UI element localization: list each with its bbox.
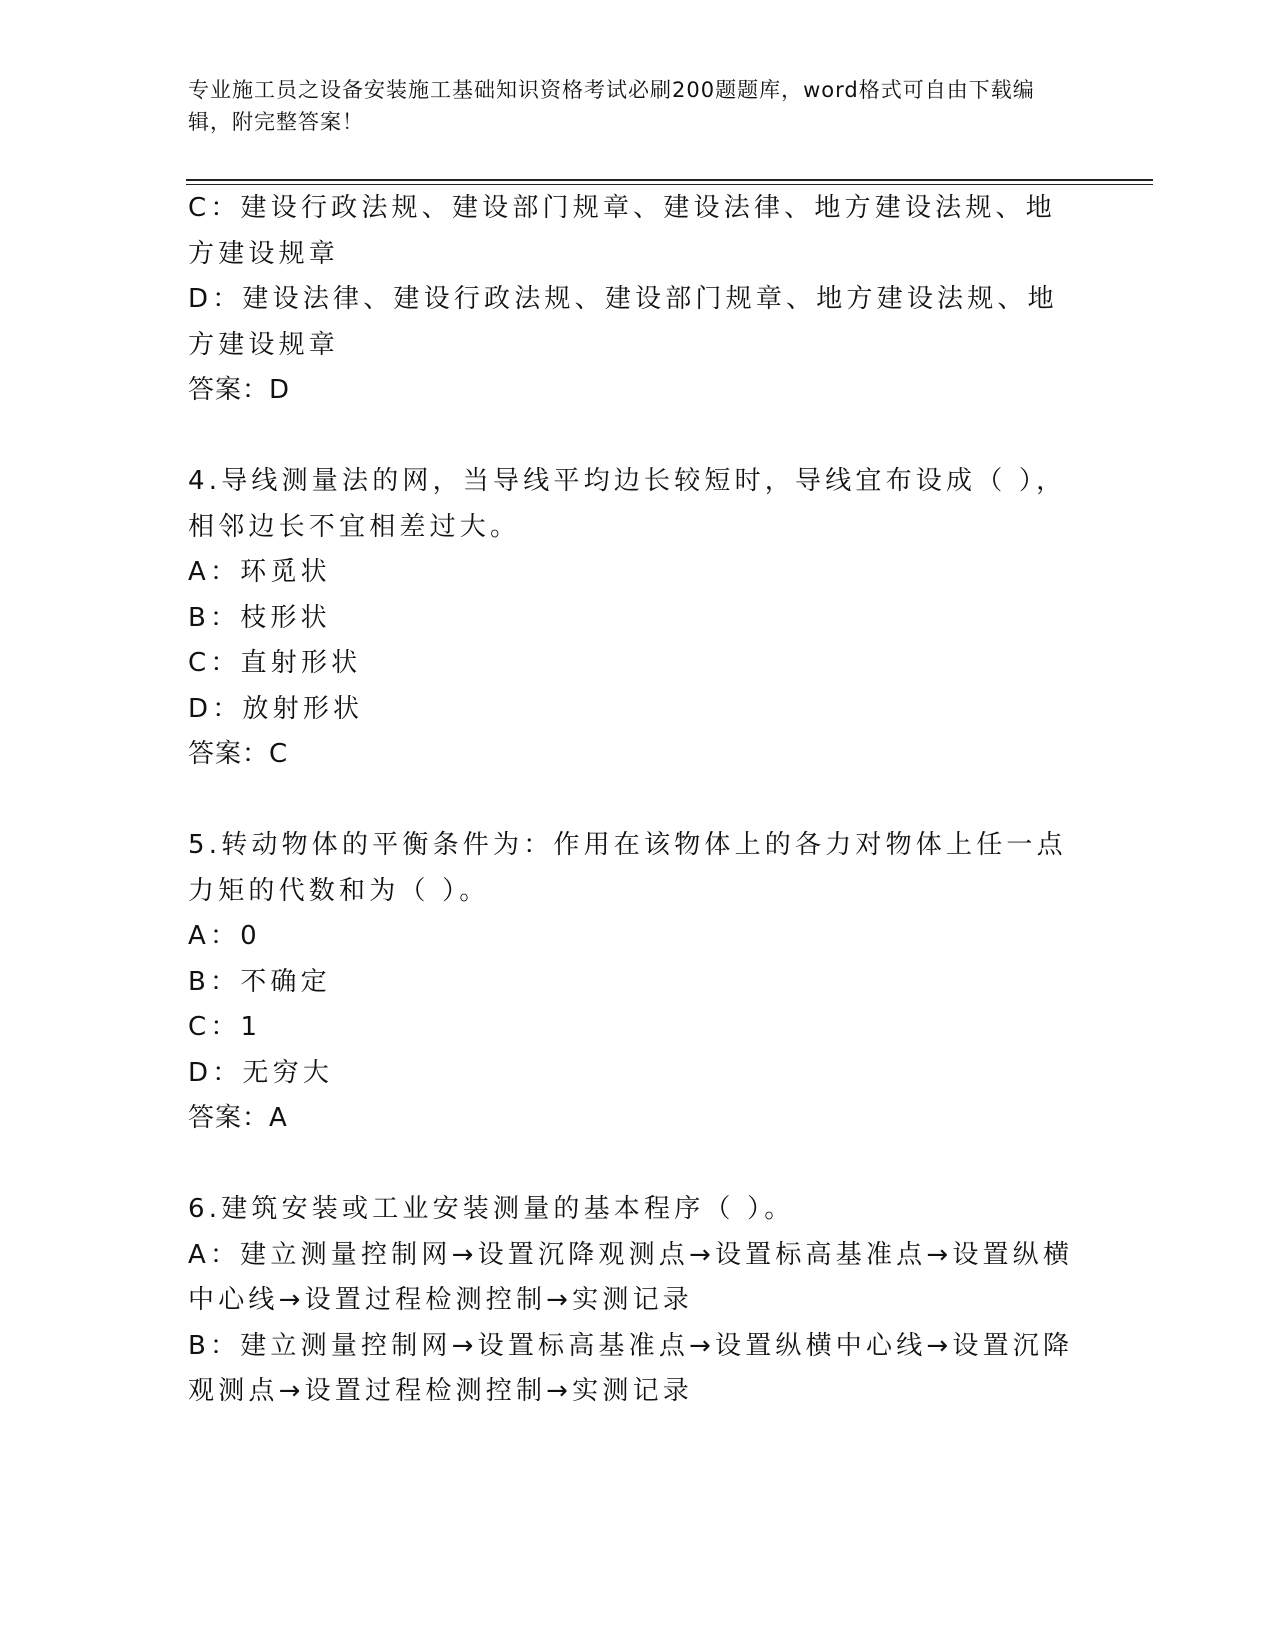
q5-option-a: A：0: [188, 921, 261, 951]
document-header: 专业施工员之设备安装施工基础知识资格考试必刷200题题库，word格式可自由下载编辑，附完整答案！: [188, 78, 1035, 134]
question-content: [188, 186, 1078, 1415]
spacer: [188, 1142, 1078, 1188]
q4-option-d: D：放射形状: [188, 693, 364, 724]
header-divider-thick: [186, 179, 1153, 181]
spacer: [188, 414, 1078, 460]
q5-option-c: C：1: [188, 1012, 262, 1042]
q5-option-d: D：无穷大: [188, 1057, 334, 1088]
q4-option-c: C：直射形状: [188, 648, 362, 678]
q3-option-d: D：建设法律、建设行政法规、建设部门规章、地方建设法规、地方建设规章: [188, 284, 1058, 360]
q6-option-a: A：建立测量控制网→设置沉降观测点→设置标高基准点→设置纵横中心线→设置过程检测控制→实测记录: [188, 1239, 1074, 1315]
q4-option-a: A：环觅状: [188, 557, 331, 587]
q6-option-b: B：建立测量控制网→设置标高基准点→设置纵横中心线→设置沉降观测点→设置过程检测控制→实测记录: [188, 1330, 1074, 1406]
q6-question: 6.建筑安装或工业安装测量的基本程序（ ）。: [188, 1194, 795, 1224]
q3-option-c: C：建设行政法规、建设部门规章、建设法律、地方建设法规、地方建设规章: [188, 193, 1056, 269]
spacer: [188, 778, 1078, 824]
q5-option-b: B：不确定: [188, 966, 331, 997]
q5-answer: 答案：A: [188, 1103, 288, 1133]
header-divider-thin: [186, 184, 1153, 185]
q5-question: 5.转动物体的平衡条件为：作用在该物体上的各力对物体上任一点力矩的代数和为（ ）。: [188, 830, 1067, 906]
q4-answer: 答案：C: [188, 739, 289, 769]
q3-answer: 答案：D: [188, 375, 291, 405]
q4-question: 4.导线测量法的网，当导线平均边长较短时，导线宜布设成（ ），相邻边长不宜相差过大。: [188, 466, 1067, 542]
q4-option-b: B：枝形状: [188, 602, 331, 633]
